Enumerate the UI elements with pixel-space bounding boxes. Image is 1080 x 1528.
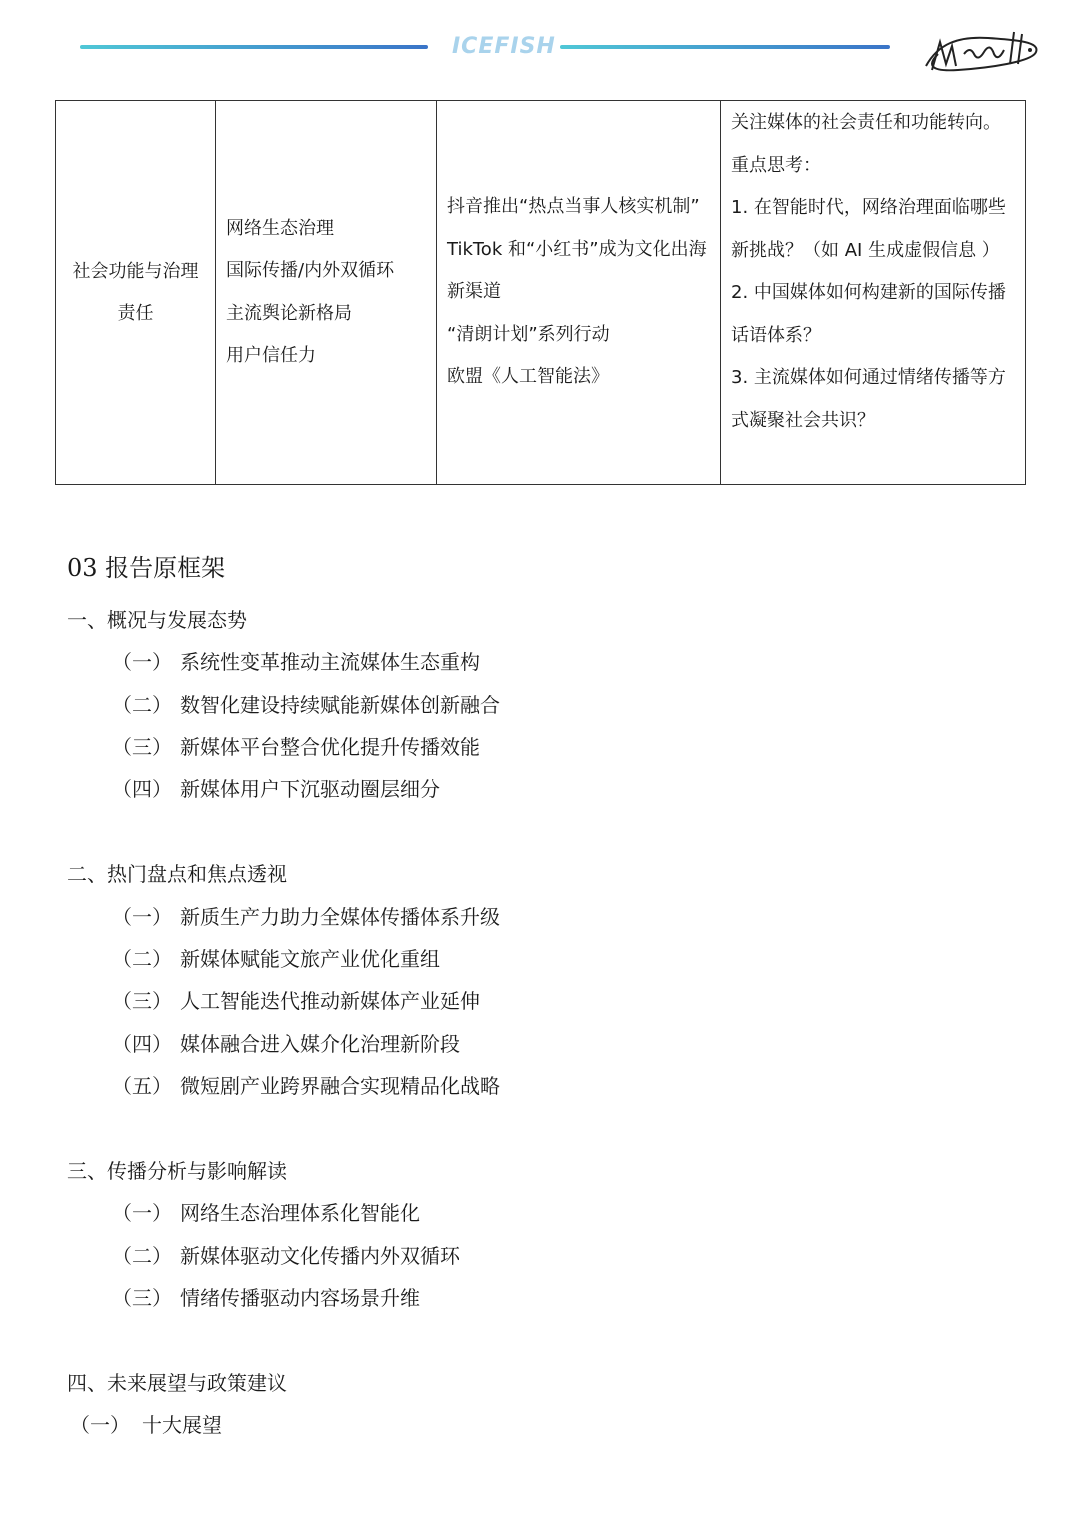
outline-heading: 二、热门盘点和焦点透视 [67,862,287,886]
case-item: “清朗计划”系列行动 [447,323,610,345]
keyword-item: 国际传播/内外双循环 [226,260,395,281]
focus-question: 2. 中国媒体如何构建新的国际传播话语体系？ [731,282,1006,346]
outline-item [112,901,500,933]
outline-heading: 四、未来展望与政策建议 [67,1371,287,1395]
outline-item [112,646,480,678]
focus-question: 3. 主流媒体如何通过情绪传播等方式凝聚社会共识？ [731,367,1006,431]
item-text: 十大展望 [142,1413,222,1437]
item-text: 新质生产力助力全媒体传播体系升级 [180,905,500,929]
outline-item [112,731,480,763]
item-number: （一） [112,650,172,674]
item-number: （一） [70,1413,130,1437]
item-number: （三） [112,989,172,1013]
outline-heading: 三、传播分析与影响解读 [67,1159,287,1183]
item-number: （五） [112,1074,172,1098]
item-text: 人工智能迭代推动新媒体产业延伸 [180,989,480,1013]
item-text: 新媒体用户下沉驱动圈层细分 [180,777,440,801]
item-number: （二） [112,693,172,717]
item-text: 数智化建设持续赋能新媒体创新融合 [180,693,500,717]
case-item: TikTok 和“小红书”成为文化出海新渠道 [447,238,707,303]
item-number: （三） [112,735,172,759]
case-item: 抖音推出“热点当事人核实机制” [447,196,700,218]
case-item: 欧盟《人工智能法》 [447,366,609,388]
outline-item [112,1028,460,1060]
item-text: 媒体融合进入媒介化治理新阶段 [180,1032,460,1056]
section-title: 03 报告原框架 [67,554,226,582]
outline-item [112,689,500,721]
keyword-item: 网络生态治理 [226,217,334,239]
focus-intro: 关注媒体的社会责任和功能转向。重点思考： [731,112,1001,176]
icefish-logo: ICEFISH [452,34,556,59]
outline-item [112,1070,500,1102]
cases-cell [437,101,721,485]
outline-item [112,985,480,1017]
item-text: 新媒体驱动文化传播内外双循环 [180,1244,460,1268]
outline-item [70,1409,222,1441]
item-text: 系统性变革推动主流媒体生态重构 [180,650,480,674]
topic-cell [56,101,216,485]
header-line-right [560,45,890,49]
keyword-item: 主流舆论新格局 [226,302,352,324]
item-number: （二） [112,947,172,971]
focus-question: 1. 在智能时代，网络治理面临哪些新挑战？（如 AI 生成虚假信息 ） [731,197,1006,261]
keyword-item: 用户信任力 [226,345,316,366]
keywords-cell [216,101,437,485]
item-text: 网络生态治理体系化智能化 [180,1201,420,1225]
focus-cell [721,101,1026,485]
item-number: （四） [112,777,172,801]
item-number: （一） [112,905,172,929]
outline-item [112,1240,460,1272]
outline-item [112,773,440,805]
outline-item [112,1197,420,1229]
item-number: （三） [112,1286,172,1310]
item-number: （一） [112,1201,172,1225]
outline-item [112,1282,420,1314]
item-text: 微短剧产业跨界融合实现精品化战略 [180,1074,500,1098]
table-row [56,101,1026,485]
item-number: （四） [112,1032,172,1056]
header-line-left [80,45,428,49]
item-text: 新媒体赋能文旅产业优化重组 [180,947,440,971]
topic-text: 社会功能与治理责任 [72,260,199,324]
item-number: （二） [112,1244,172,1268]
signature-logo [918,24,1046,80]
item-text: 情绪传播驱动内容场景升维 [180,1286,420,1310]
item-text: 新媒体平台整合优化提升传播效能 [180,735,480,759]
outline-item [112,943,440,975]
topic-table [55,100,1026,485]
outline-heading: 一、概况与发展态势 [67,608,247,632]
